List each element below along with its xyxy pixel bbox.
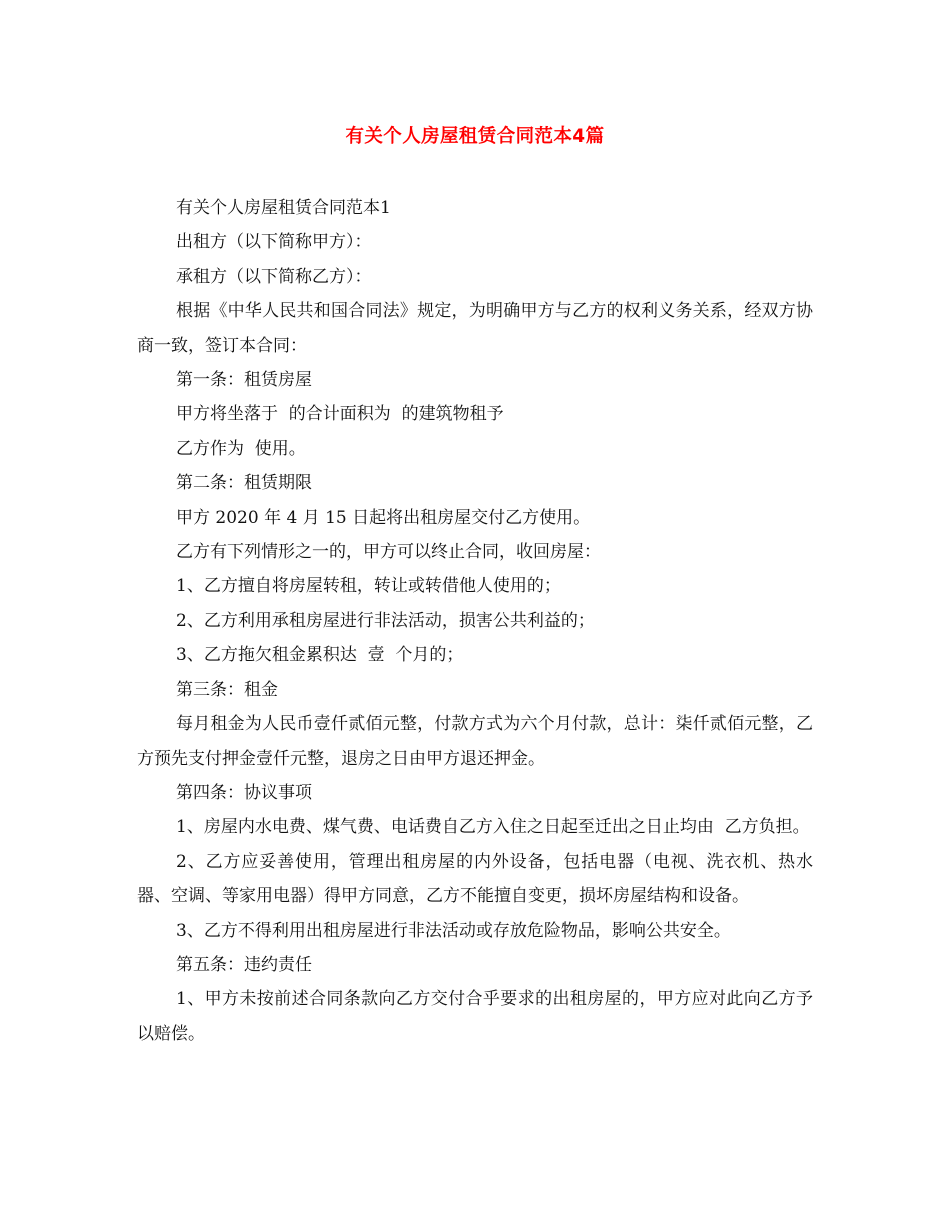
document-body (137, 191, 813, 1051)
paragraph-article-1-line-2: 乙方作为 使用。 (176, 438, 306, 459)
paragraph-lessor: 出租方（以下简称甲方）： (176, 232, 372, 253)
paragraph-heading-contract-1: 有关个人房屋租赁合同范本1 (176, 198, 391, 218)
paragraph-termination-2: 2、乙方利用承租房屋进行非法活动，损害公共利益的； (176, 610, 595, 631)
paragraph-article-5-heading: 第五条：违约责任 (176, 954, 312, 975)
paragraph-lessee: 承租方（以下简称乙方）： (176, 266, 372, 287)
paragraph-lease-start: 甲方 2020 年 4 月 15 日起将出租房屋交付乙方使用。 (176, 507, 591, 528)
paragraph-termination-1: 1、乙方擅自将房屋转租，转让或转借他人使用的； (176, 576, 561, 597)
paragraph-rent-terms: 每月租金为人民币壹仟贰佰元整，付款方式为六个月付款，总计：柒仟贰佰元整，乙方预先支付押金壹仟元整，退房之日由甲方退还押金。 (137, 714, 813, 769)
paragraph-article-1-line-1: 甲方将坐落于 的合计面积为 的建筑物租予 (176, 404, 504, 425)
paragraph-liability-1: 1、甲方未按前述合同条款向乙方交付合乎要求的出租房屋的，甲方应对此向乙方予以赔偿。 (137, 989, 813, 1044)
document-title: 有关个人房屋租赁合同范本4篇 (345, 126, 605, 147)
paragraph-article-3-heading: 第三条：租金 (176, 679, 278, 700)
paragraph-agreement-2: 2、乙方应妥善使用，管理出租房屋的内外设备，包括电器（电视、洗衣机、热水器、空调、等家用电器）得甲方同意，乙方不能擅自变更，损坏房屋结构和设备。 (137, 851, 813, 907)
paragraph-agreement-3: 3、乙方不得利用出租房屋进行非法活动或存放危险物品，影响公共安全。 (176, 920, 731, 941)
paragraph-article-4-heading: 第四条：协议事项 (176, 782, 312, 803)
paragraph-article-1-heading: 第一条：租赁房屋 (176, 370, 312, 391)
paragraph-termination-3: 3、乙方拖欠租金累积达 壹 个月的； (176, 645, 464, 666)
paragraph-agreement-1: 1、房屋内水电费、煤气费、电话费自乙方入住之日起至迁出之日止均由 乙方负担。 (176, 817, 810, 838)
paragraph-article-2-heading: 第二条：租赁期限 (176, 473, 312, 494)
paragraph-termination-intro: 乙方有下列情形之一的，甲方可以终止合同，收回房屋： (176, 542, 601, 563)
paragraph-preamble: 根据《中华人民共和国合同法》规定，为明确甲方与乙方的权利义务关系，经双方协商一致，签订本合同： (137, 301, 813, 356)
